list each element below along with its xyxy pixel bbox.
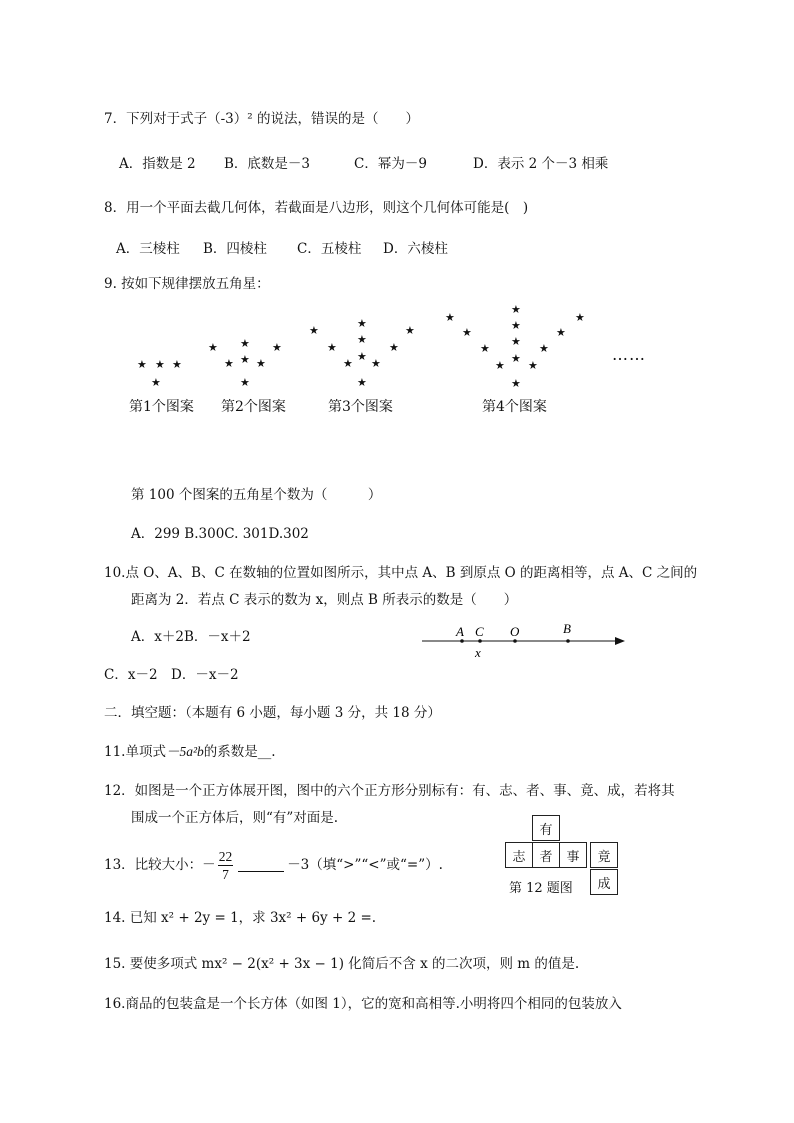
star-icon: ★ xyxy=(462,326,472,339)
q10-options-line1: A．x＋2B．－x＋2 xyxy=(131,629,251,645)
q9-stem: 9. 按如下规律摆放五角星： xyxy=(104,276,270,292)
q8-stem: 8．用一个平面去截几何体，若截面是八边形，则这个几何体可能是( ) xyxy=(104,200,529,216)
q13-answer-blank[interactable] xyxy=(238,859,284,872)
q11-prefix: 11.单项式 xyxy=(104,744,166,760)
cube-face-you: 有 xyxy=(532,815,560,841)
q13-numerator: 22 xyxy=(218,848,233,864)
star-icon: ★ xyxy=(151,376,161,389)
star-icon: ★ xyxy=(240,353,250,366)
star-icon: ★ xyxy=(445,311,455,324)
point-o-label: O xyxy=(510,624,520,639)
star-icon: ★ xyxy=(511,352,521,365)
star-icon: ★ xyxy=(357,317,367,330)
star-icon: ★ xyxy=(371,357,381,370)
q13-prefix: 13．比较大小：－ xyxy=(104,857,216,873)
star-icon: ★ xyxy=(495,359,505,372)
star-icon: ★ xyxy=(155,358,165,371)
star-icon: ★ xyxy=(137,358,147,371)
star-icon: ★ xyxy=(389,341,399,354)
q7-option-d: D．表示 2 个－3 相乘 xyxy=(473,156,609,172)
q9-options: A．299 B.300C. 301D.302 xyxy=(131,526,309,542)
number-line-arrow xyxy=(615,637,625,645)
q10-stem-line2: 距离为 2．若点 C 表示的数为 x，则点 B 所表示的数是（ ） xyxy=(131,592,518,608)
q11-expression: －5a²b xyxy=(165,744,204,759)
star-icon: ★ xyxy=(224,357,234,370)
star-icon: ★ xyxy=(511,377,521,390)
point-x-label: x xyxy=(475,645,481,660)
star-icon: ★ xyxy=(357,333,367,346)
star-icon: ★ xyxy=(327,341,337,354)
q12-line1: 12．如图是一个正方体展开图，图中的六个正方形分别标有：有、志、者、事、竟、成，若将其 xyxy=(104,783,675,799)
star-icon: ★ xyxy=(357,376,367,389)
q7-option-c: C．幂为－9 xyxy=(354,156,427,172)
star-icon: ★ xyxy=(480,342,490,355)
star-icon: ★ xyxy=(528,359,538,372)
q8-option-c: C．五棱柱 xyxy=(297,241,362,257)
point-b-dot xyxy=(566,639,570,643)
star-icon: ★ xyxy=(405,324,415,337)
q10-options-line2: C．x－2 D．－x－2 xyxy=(104,667,239,683)
q8-option-b: B．四棱柱 xyxy=(203,241,267,257)
star-icon: ★ xyxy=(511,319,521,332)
q14: 14. 已知 x² + 2y = 1，求 3x² + 6y + 2 =. xyxy=(104,910,377,926)
q8-option-d: D．六棱柱 xyxy=(383,241,448,257)
point-b-label: B xyxy=(563,621,571,636)
point-c-label: C xyxy=(475,624,484,639)
cube-face-shi: 事 xyxy=(559,842,587,868)
q13 xyxy=(104,845,443,885)
star-icon: ★ xyxy=(511,303,521,316)
q9-question: 第 100 个图案的五角星个数为（ ） xyxy=(131,487,382,503)
q7-option-a: A．指数是 2 xyxy=(119,156,196,172)
pattern-label-3: 第3个图案 xyxy=(328,399,393,415)
q11 xyxy=(104,743,276,761)
pattern-label-2: 第2个图案 xyxy=(221,399,286,415)
star-icon: ★ xyxy=(172,358,182,371)
star-icon: ★ xyxy=(575,311,585,324)
pattern-label-1: 第1个图案 xyxy=(129,399,194,415)
cube-face-cheng: 成 xyxy=(590,869,618,895)
cube-face-zhe: 者 xyxy=(532,842,560,868)
pattern-ellipsis: …… xyxy=(612,345,646,364)
q13-fraction xyxy=(218,848,234,883)
cube-face-zhi: 志 xyxy=(505,842,533,868)
cube-face-jing: 竟 xyxy=(590,842,618,868)
q7-option-b: B．底数是－3 xyxy=(224,156,311,172)
q11-suffix: 的系数是__. xyxy=(203,744,276,760)
q15: 15. 要使多项式 mx² − 2(x² + 3x − 1) 化简后不含 x 的二次项，则 m 的值是. xyxy=(104,956,580,972)
point-c-dot xyxy=(478,639,482,643)
q12-line2: 围成一个正方体后，则“有”对面是. xyxy=(131,810,339,826)
q7-stem: 7．下列对于式子（-3）² 的说法，错误的是（ ） xyxy=(104,111,419,127)
q13-suffix: －3（填“>”“<”或“=”）. xyxy=(287,857,443,873)
point-a-label: A xyxy=(456,624,464,639)
section-2-heading: 二．填空题：（本题有 6 小题，每小题 3 分，共 18 分） xyxy=(104,705,441,721)
q16: 16.商品的包装盒是一个长方体（如图 1），它的宽和高相等.小明将四个相同的包装放入 xyxy=(104,996,622,1012)
q8-option-a: A．三棱柱 xyxy=(116,241,180,257)
point-o-dot xyxy=(513,639,517,643)
pattern-label-4: 第4个图案 xyxy=(482,399,547,415)
star-icon: ★ xyxy=(256,357,266,370)
q10-stem-line1: 10.点 O、A、B、C 在数轴的位置如图所示，其中点 A、B 到原点 O 的距离相等，点 A、C 之间的 xyxy=(104,565,698,581)
star-icon: ★ xyxy=(240,376,250,389)
star-icon: ★ xyxy=(272,341,282,354)
star-icon: ★ xyxy=(309,324,319,337)
star-icon: ★ xyxy=(343,357,353,370)
star-icon: ★ xyxy=(208,341,218,354)
number-line-figure xyxy=(418,620,630,662)
q13-denominator: 7 xyxy=(222,866,229,882)
point-a-dot xyxy=(460,639,464,643)
star-icon: ★ xyxy=(357,350,367,363)
star-icon: ★ xyxy=(539,342,549,355)
star-icon: ★ xyxy=(556,326,566,339)
star-icon: ★ xyxy=(511,335,521,348)
q12-figure-caption: 第 12 题图 xyxy=(509,881,573,896)
star-icon: ★ xyxy=(240,337,250,350)
